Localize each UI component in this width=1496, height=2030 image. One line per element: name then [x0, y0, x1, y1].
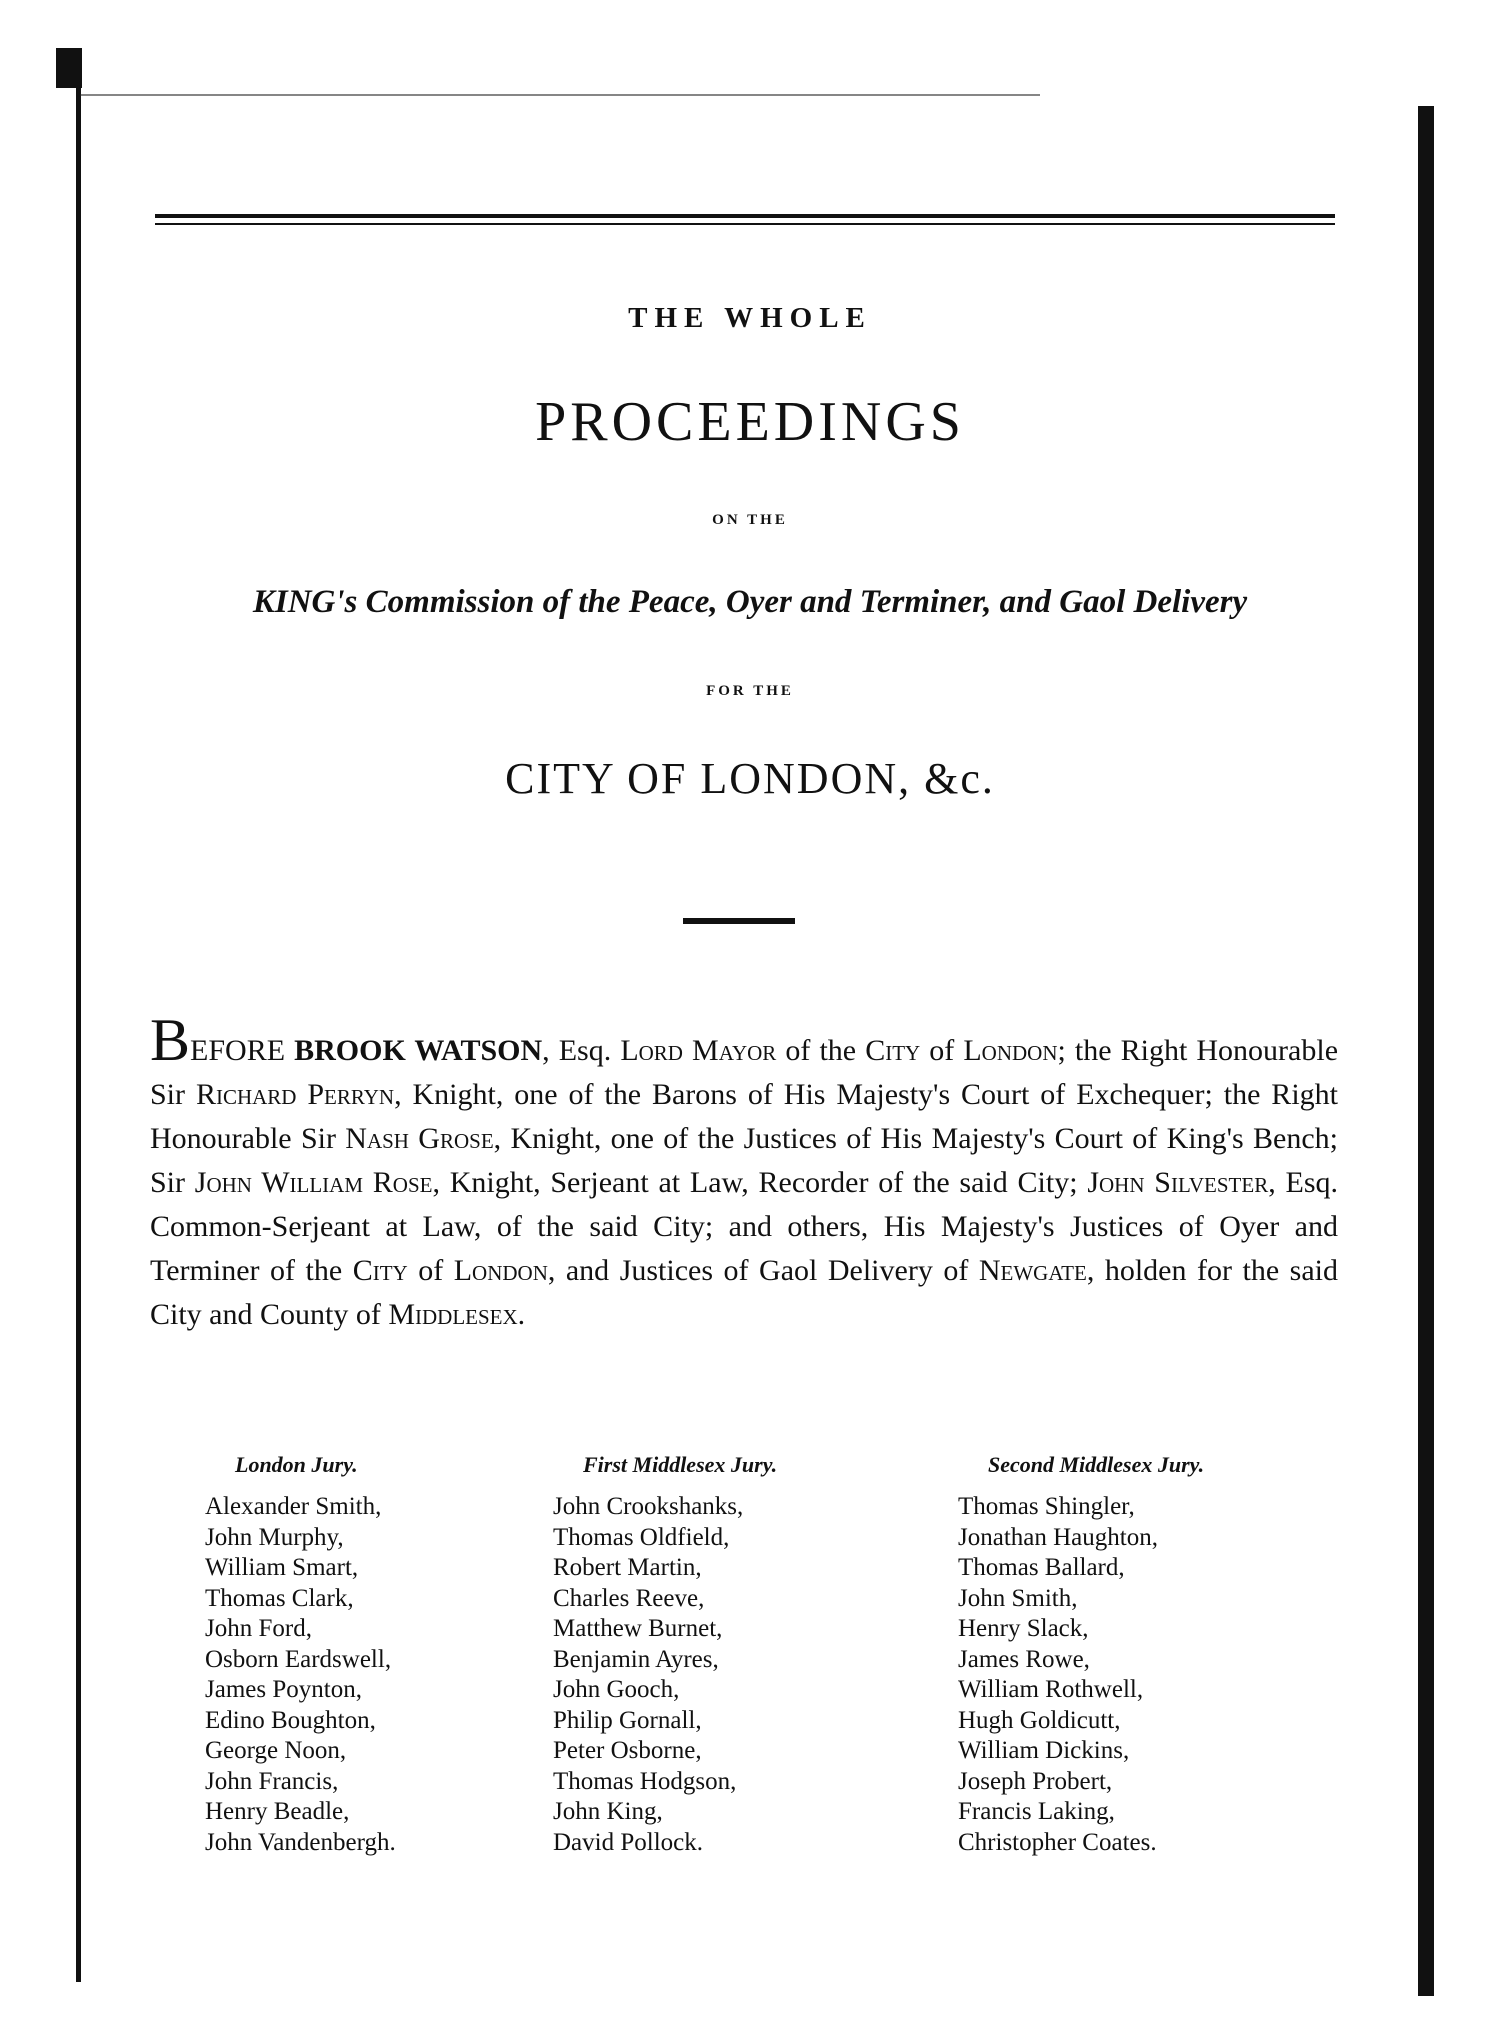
jury-title: First Middlesex Jury.: [583, 1452, 778, 1477]
jury-member: John Crookshanks,: [553, 1493, 744, 1520]
jury-member: Hugh Goldicutt,: [958, 1706, 1121, 1734]
drop-cap: B: [150, 1007, 191, 1073]
right-border-rule: [1418, 106, 1434, 1996]
header-double-rule-top: [155, 214, 1335, 218]
jury-member: George Noon,: [205, 1737, 347, 1764]
city-of-london-heading: CITY OF LONDON, &c.: [505, 754, 995, 803]
section-divider: [683, 918, 795, 924]
title-line-on-the: ON THE: [712, 512, 788, 528]
jury-column-second-middlesex: [958, 1452, 1288, 1858]
jury-member: Benjamin Ayres,: [553, 1645, 719, 1673]
jury-title: London Jury.: [235, 1452, 358, 1477]
title-line-for-the: FOR THE: [706, 683, 794, 699]
jury-member: John Gooch,: [553, 1676, 680, 1703]
jury-member: Jonathan Haughton,: [958, 1523, 1158, 1551]
jury-member: Osborn Eardswell,: [205, 1645, 392, 1673]
court-statement: BEFORE BROOK WATSON, Esq. Lord Mayor of the City of London; the Right Honourable Sir Richard Perryn, Knight, one of the Barons of His Majesty's Court of Exchequer; the Right Honourable Sir Nash Grose, Knight, one of the Justices of His Majesty's Court of King's Bench; Sir John William Rose, Knight, Serjeant at Law, Recorder of the said City; John Silvester, Esq. Common-Serjeant at Law, of the said City; and others, His Majesty's Justices of Oyer and Terminer of the City of London, and Justices of Gaol Delivery of Newgate, holden for the said City and County of Middlesex.: [150, 1007, 1339, 1331]
jury-member: William Smart,: [205, 1554, 359, 1581]
jury-title: Second Middlesex Jury.: [988, 1452, 1205, 1477]
jury-member: John Ford,: [205, 1615, 312, 1642]
jury-member: Thomas Ballard,: [958, 1554, 1125, 1581]
jury-member: William Dickins,: [958, 1737, 1130, 1764]
jury-member: Edino Boughton,: [205, 1706, 376, 1734]
jury-member: Charles Reeve,: [553, 1584, 705, 1612]
title-line-the-whole: THE WHOLE: [628, 302, 872, 334]
jury-member: Henry Beadle,: [205, 1798, 350, 1825]
left-border-rule: [76, 62, 81, 1982]
jury-member: John Vandenbergh.: [205, 1828, 396, 1856]
header-double-rule-bottom: [155, 223, 1335, 225]
jury-member-list: [958, 1492, 1288, 1858]
jury-member: Alexander Smith,: [205, 1493, 382, 1520]
jury-member: Thomas Oldfield,: [553, 1523, 730, 1551]
jury-member: James Rowe,: [958, 1645, 1090, 1673]
jury-member: Henry Slack,: [958, 1615, 1089, 1642]
jury-member: William Rothwell,: [958, 1676, 1144, 1703]
jury-member-list: [205, 1492, 535, 1858]
jury-member: Joseph Probert,: [958, 1767, 1113, 1795]
jury-member: Thomas Clark,: [205, 1584, 354, 1612]
jury-column-london: [205, 1452, 535, 1858]
jury-member: Robert Martin,: [553, 1554, 702, 1581]
jury-member: Francis Laking,: [958, 1798, 1115, 1825]
jury-member-list: [553, 1492, 883, 1858]
page-title: PROCEEDINGS: [535, 391, 965, 453]
jury-member: John Murphy,: [205, 1523, 344, 1551]
jury-member: John Francis,: [205, 1767, 339, 1795]
jury-member: Thomas Shingler,: [958, 1493, 1135, 1520]
jury-member: Peter Osborne,: [553, 1737, 702, 1764]
jury-member: Christopher Coates.: [958, 1828, 1157, 1856]
jury-member: Matthew Burnet,: [553, 1615, 723, 1642]
top-border-rule: [80, 94, 1040, 96]
commission-line: KING's Commission of the Peace, Oyer and Terminer, and Gaol Delivery: [252, 584, 1248, 620]
jury-column-first-middlesex: [553, 1452, 883, 1858]
jury-member: Thomas Hodgson,: [553, 1767, 737, 1795]
jury-member: Philip Gornall,: [553, 1706, 702, 1734]
jury-member: John Smith,: [958, 1584, 1078, 1612]
jury-member: John King,: [553, 1798, 663, 1825]
jury-member: James Poynton,: [205, 1676, 362, 1703]
jury-member: David Pollock.: [553, 1828, 703, 1856]
